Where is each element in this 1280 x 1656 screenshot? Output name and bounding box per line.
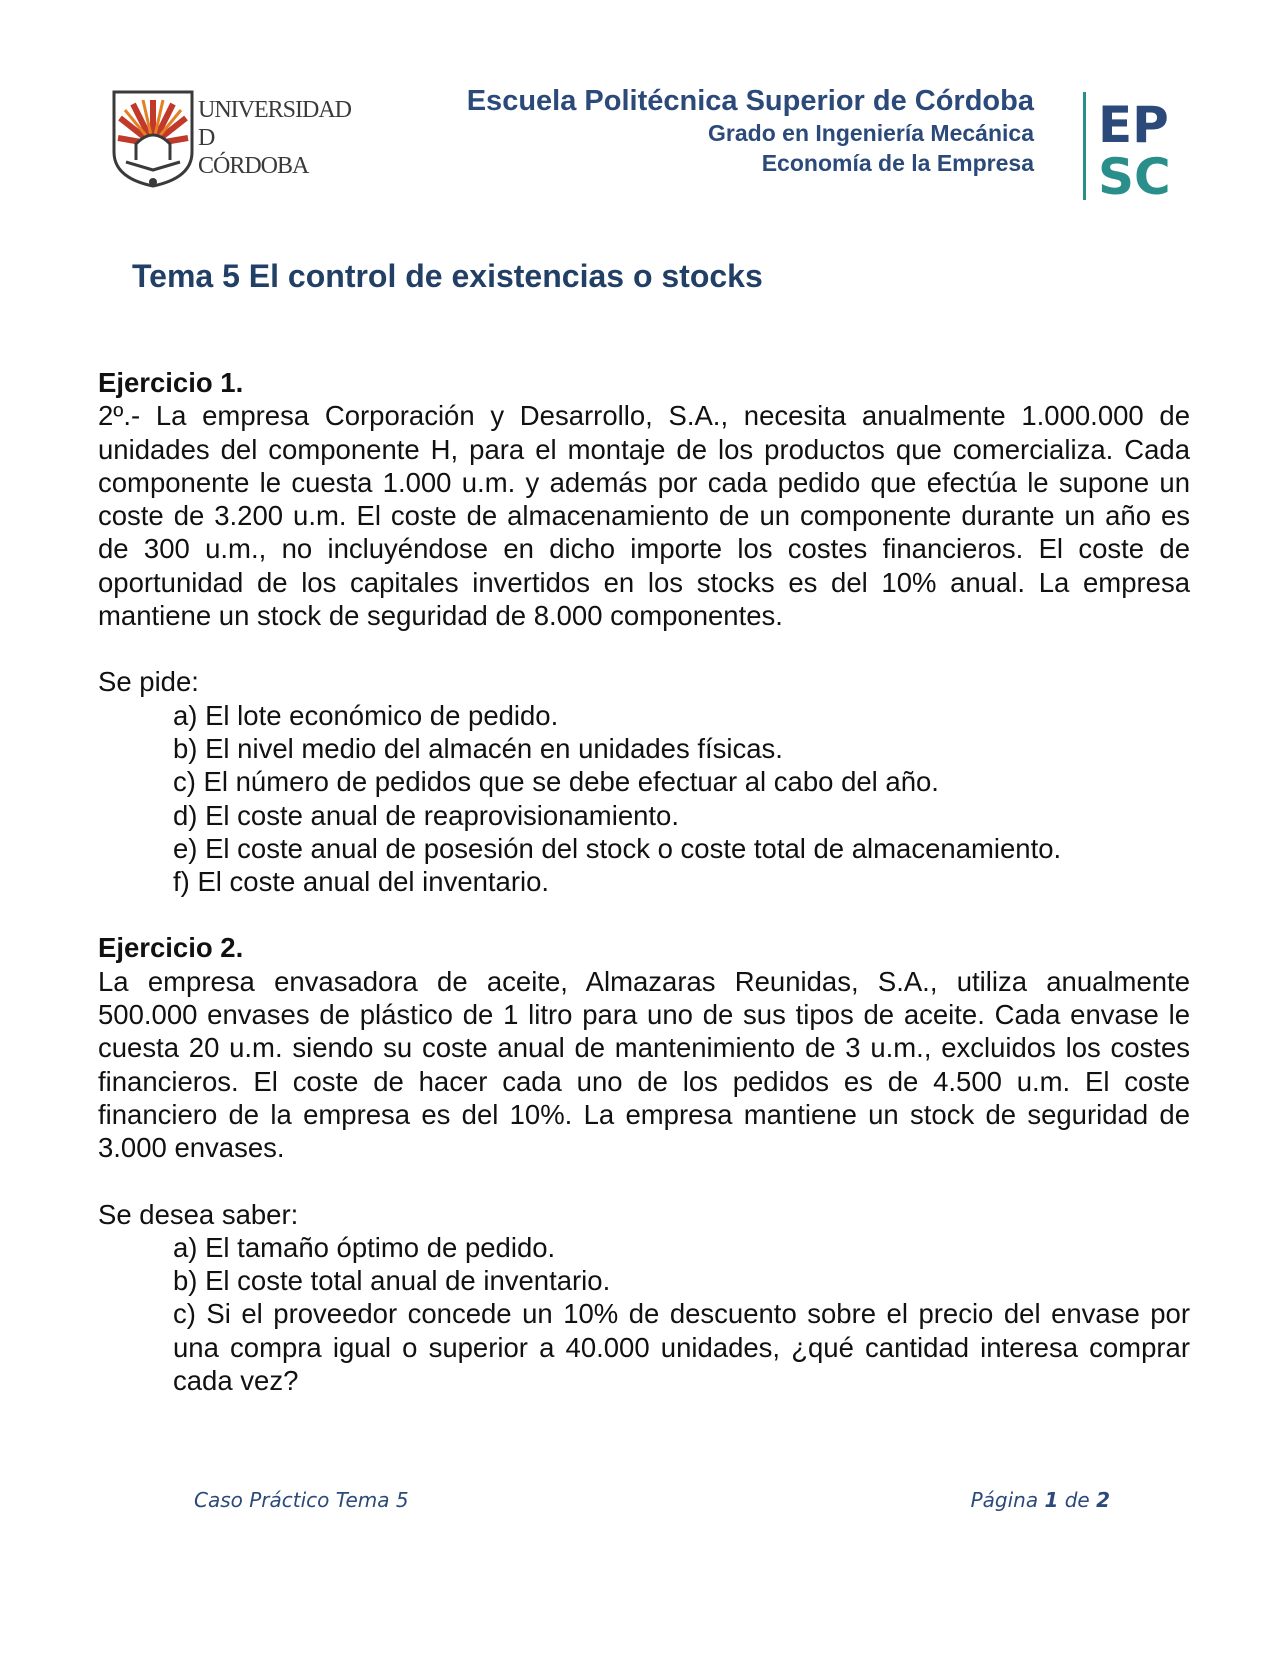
exercise-2-statement: La empresa envasadora de aceite, Almazaras Reunidas, S.A., utiliza anualmente 500.000 envases de plástico de 1 litro para uno de sus tipos de aceite. Cada envase le cuesta 20 u.m. siendo su coste anual de mantenimiento de 3 u.m., excluidos los costes financieros. El coste de hacer cada uno de los pedidos es de 4.500 u.m. El coste financiero de la empresa es del 10%. La empresa mantiene un stock de seguridad de 3.000 envases. [98,965,1190,1164]
exercise-2-heading: Ejercicio 2. [98,932,244,964]
question-item: b) El coste total anual de inventario. [173,1265,611,1297]
page-title: Tema 5 El control de existencias o stocks [132,258,763,294]
course-name: Economía de la Empresa [761,150,1034,176]
page-current: 1 [1044,1488,1059,1512]
question-item: c) El número de pedidos que se debe efectuar al cabo del año. [173,766,939,798]
question-item: b) El nivel medio del almacén en unidades físicas. [173,732,783,764]
epsc-logo [1096,96,1186,200]
footer-page-number [971,1488,1110,1512]
document-body [98,366,1190,1397]
exercise-1-lead: Se pide: [98,666,199,698]
footer-document-label: Caso Práctico Tema 5 [194,1488,409,1512]
exercise-1-questions [98,699,1190,899]
exercise-2-questions [98,1231,1190,1397]
university-name-line-3: CÓRDOBA [198,153,309,179]
page-total: 2 [1096,1488,1110,1512]
header-info [467,84,1034,178]
exercise-2-lead: Se desea saber: [98,1198,299,1230]
exercise-1 [98,366,1190,898]
school-name: Escuela Politécnica Superior de Córdoba [466,85,1034,117]
university-name-line-1: UNIVERSIDAD [198,97,351,123]
exercise-1-statement: 2º.- La empresa Corporación y Desarrollo, S.A., necesita anualmente 1.000.000 de unidades del componente H, para el montaje de los productos que comercializa. Cada componente le cuesta 1.000 u.m. y además por cada pedido que efectúa le supone un coste de 3.200 u.m. El coste de almacenamiento de un componente durante un año es de 300 u.m., no incluyéndose en dicho importe los costes financieros. El coste de oportunidad de los capitales invertidos en los stocks es del 10% anual. La empresa mantiene un stock de seguridad de 8.000 componentes. [98,400,1190,632]
page-label: Página [970,1488,1039,1512]
header-divider [1083,92,1086,200]
question-item: f) El coste anual del inventario. [173,866,550,898]
question-item: a) El lote económico de pedido. [173,699,559,731]
page-of: de [1064,1488,1090,1512]
university-name-line-2: D [198,125,215,151]
exercise-2 [98,931,1190,1397]
exercise-1-heading: Ejercicio 1. [98,367,244,398]
epsc-logo-text-top: EP [1098,96,1169,154]
university-name [198,96,351,180]
university-logo-icon [108,82,198,192]
epsc-logo-text-bottom: SC [1098,148,1171,200]
question-item: c) Si el proveedor concede un 10% de descuento sobre el precio del envase por una compra igual o superior a 40.000 unidades, ¿qué cantidad interesa comprar cada vez? [173,1298,1190,1397]
question-item: a) El tamaño óptimo de pedido. [173,1231,556,1263]
degree-name: Grado en Ingeniería Mecánica [708,120,1034,146]
question-item: d) El coste anual de reaprovisionamiento. [173,799,679,831]
question-item: e) El coste anual de posesión del stock o coste total de almacenamiento. [173,832,1062,864]
